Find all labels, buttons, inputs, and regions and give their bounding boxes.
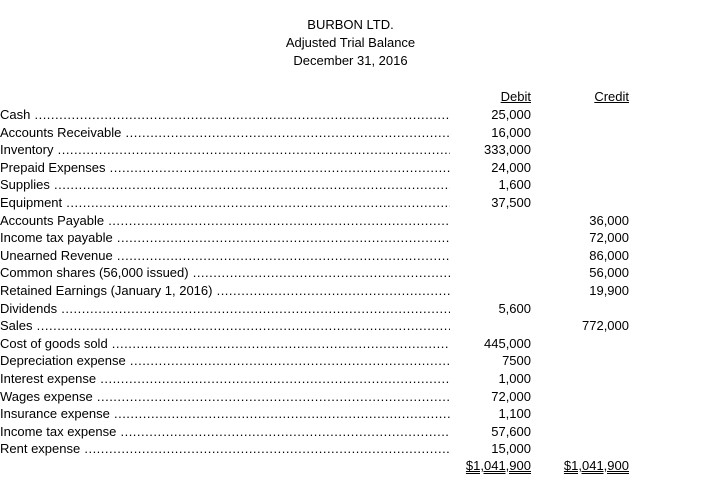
company-name: BURBON LTD. bbox=[307, 17, 394, 32]
table-row bbox=[0, 264, 703, 282]
debit-amount: 1,600 bbox=[498, 177, 531, 193]
table-row bbox=[0, 370, 703, 388]
debit-column-header: Debit bbox=[500, 89, 531, 104]
account-name: Income tax payable ..... bbox=[0, 229, 450, 247]
account-name: Cost of goods sold ..... bbox=[0, 335, 450, 353]
credit-amount: 72,000 bbox=[589, 230, 629, 246]
account-name: Retained Earnings (January 1, 2016) ..... bbox=[0, 282, 450, 300]
debit-amount: 57,600 bbox=[491, 423, 531, 439]
table-row bbox=[0, 212, 703, 230]
table-row bbox=[0, 440, 703, 458]
debit-amount: 7500 bbox=[502, 353, 531, 369]
table-row bbox=[0, 124, 703, 142]
debit-amount: 16,000 bbox=[491, 124, 531, 140]
totals-row bbox=[0, 457, 703, 475]
credit-amount: 56,000 bbox=[589, 265, 629, 281]
table-row bbox=[0, 106, 703, 124]
debit-amount: 25,000 bbox=[491, 107, 531, 122]
account-name: Prepaid Expenses ..... bbox=[0, 159, 450, 177]
table-row bbox=[0, 388, 703, 406]
table-row bbox=[0, 194, 703, 212]
account-name: Accounts Receivable ..... bbox=[0, 124, 450, 142]
debit-amount: 1,000 bbox=[498, 370, 531, 386]
table-row bbox=[0, 282, 703, 300]
debit-amount: 1,100 bbox=[498, 406, 531, 422]
table-row bbox=[0, 176, 703, 194]
credit-column-header: Credit bbox=[594, 89, 629, 104]
account-name: Rent expense ..... bbox=[0, 440, 450, 458]
account-name: Unearned Revenue ..... bbox=[0, 247, 450, 265]
account-name: Sales ..... bbox=[0, 317, 450, 335]
debit-amount: 15,000 bbox=[491, 441, 531, 457]
account-name: Supplies ..... bbox=[0, 176, 450, 194]
debit-amount: 5,600 bbox=[498, 300, 531, 316]
account-name: Interest expense ..... bbox=[0, 370, 450, 388]
debit-total: $1,041,900 bbox=[465, 458, 531, 473]
account-name: Insurance expense ..... bbox=[0, 405, 450, 423]
table-row bbox=[0, 335, 703, 353]
table-row bbox=[0, 141, 703, 159]
debit-amount: 24,000 bbox=[491, 159, 531, 175]
table-row bbox=[0, 159, 703, 177]
credit-amount: 86,000 bbox=[589, 247, 629, 263]
trial-balance-rows bbox=[0, 106, 703, 458]
table-row bbox=[0, 423, 703, 441]
account-name: Wages expense ..... bbox=[0, 388, 450, 406]
table-row bbox=[0, 229, 703, 247]
debit-amount: 445,000 bbox=[484, 335, 531, 351]
table-row bbox=[0, 247, 703, 265]
debit-amount: 37,500 bbox=[491, 194, 531, 210]
statement-date: December 31, 2016 bbox=[293, 53, 408, 68]
account-name: Equipment ..... bbox=[0, 194, 450, 212]
account-name: Common shares (56,000 issued) ..... bbox=[0, 264, 450, 282]
table-row bbox=[0, 352, 703, 370]
table-row bbox=[0, 405, 703, 423]
credit-amount: 36,000 bbox=[589, 212, 629, 228]
account-name: Depreciation expense ..... bbox=[0, 352, 450, 370]
table-row bbox=[0, 300, 703, 318]
account-name: Inventory ..... bbox=[0, 141, 450, 159]
credit-amount: 19,900 bbox=[589, 282, 629, 298]
credit-total: $1,041,900 bbox=[563, 458, 629, 473]
account-name: Income tax expense ..... bbox=[0, 423, 450, 441]
debit-amount: 72,000 bbox=[491, 388, 531, 404]
credit-amount: 772,000 bbox=[582, 318, 629, 334]
statement-title: Adjusted Trial Balance bbox=[285, 35, 416, 50]
account-name: Accounts Payable ..... bbox=[0, 212, 450, 230]
account-name: Dividends ..... bbox=[0, 300, 450, 318]
table-row bbox=[0, 317, 703, 335]
debit-amount: 333,000 bbox=[484, 142, 531, 158]
account-name: Cash ..... bbox=[0, 106, 450, 124]
